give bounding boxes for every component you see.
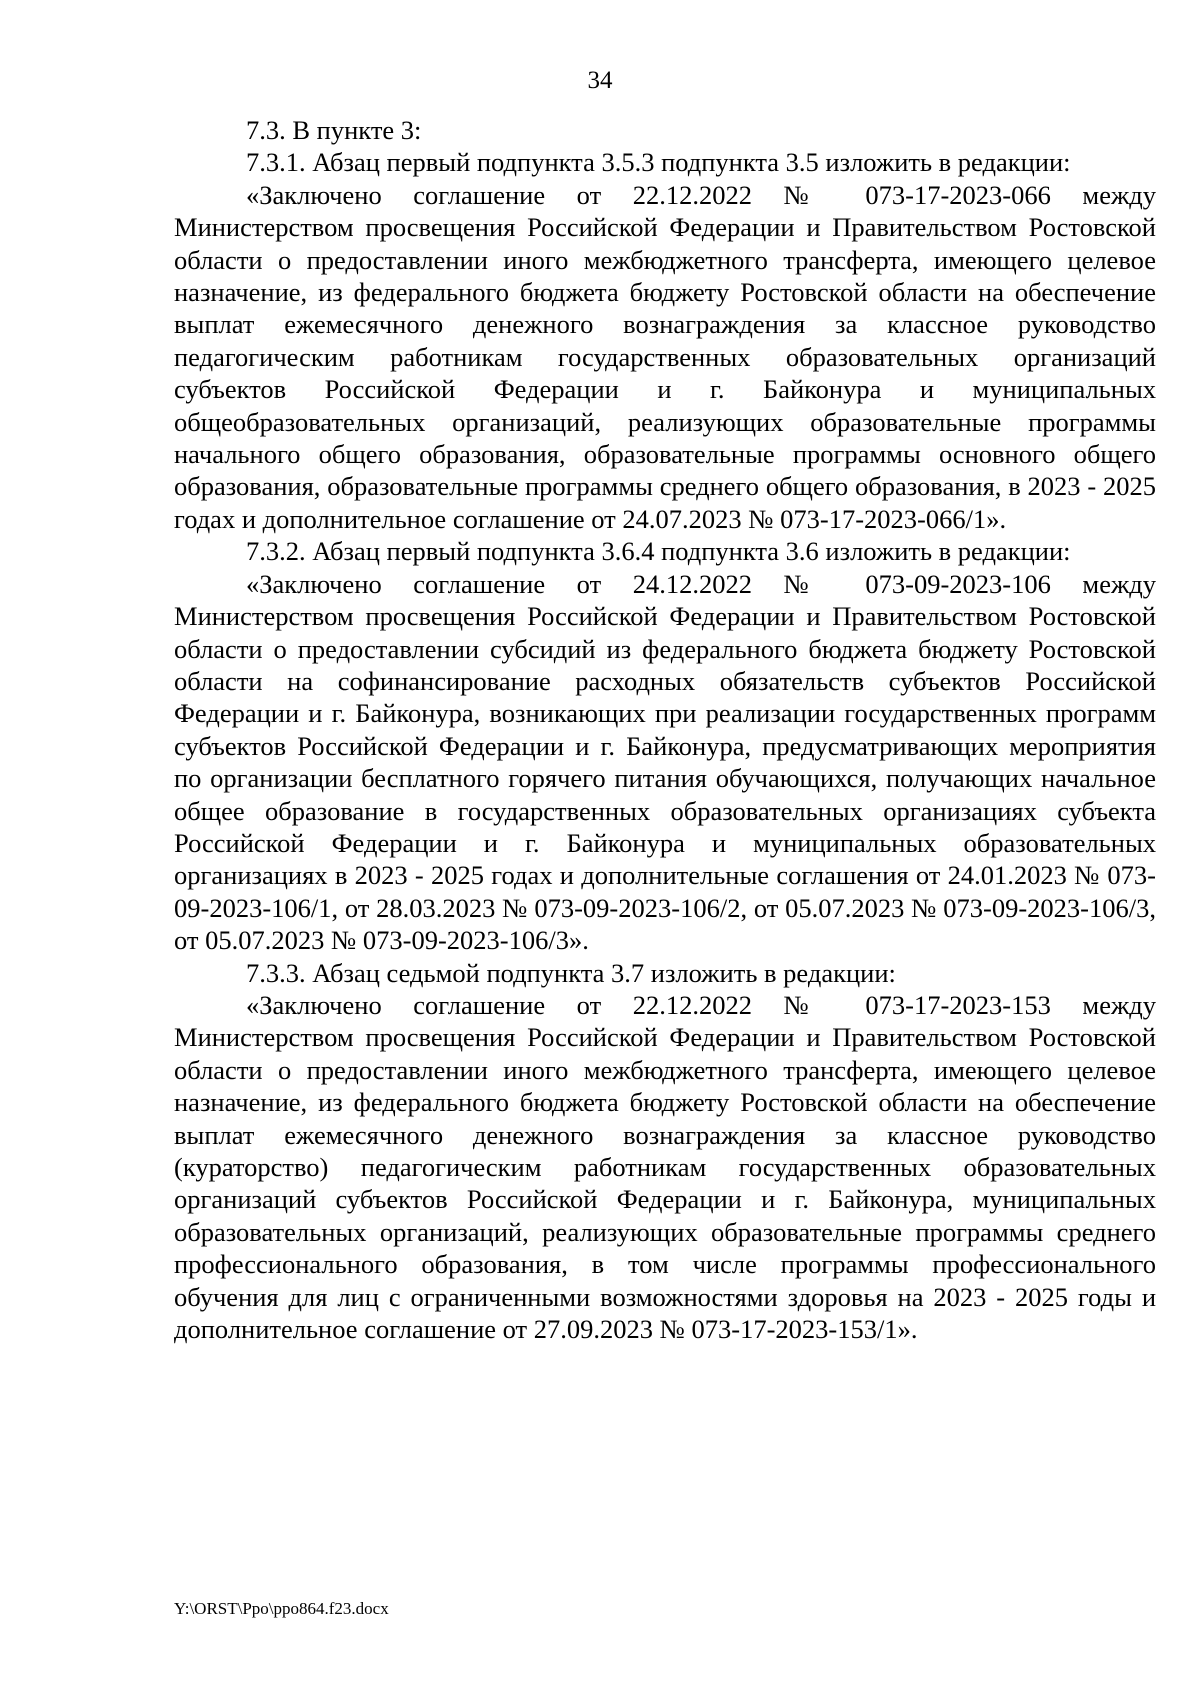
paragraph-7-3: 7.3. В пункте 3:	[246, 115, 422, 145]
paragraph-7-3-3: 7.3.3. Абзац седьмой подпункта 3.7 изложить в редакции:	[246, 957, 896, 988]
page-number: 34	[587, 67, 613, 94]
paragraph-7-3-2: 7.3.2. Абзац первый подпункта 3.6.4 подпункта 3.6 изложить в редакции:	[246, 536, 1071, 567]
paragraph-7-3-1-text: «Заключено соглашение от 22.12.2022 № 073-17-2023-066 между Министерством просвещения Российской Федерации и Правительством Ростовской области о предоставлении иного межбюджетного трансферта, имеющего целевое назначение, из федерального бюджета бюджету Ростовской области на обеспечение выплат ежемесячного денежного вознаграждения за классное руководство педагогическим работникам государственных образовательных организаций субъектов Российской Федерации и г. Байконура и муниципальных общеобразовательных организаций, реализующих образовательные программы начального общего образования, образовательные программы основного общего образования, образовательные программы среднего общего образования, в 2023 - 2025 годах и дополнительное соглашение от 24.07.2023 № 073-17-2023-066/1».	[174, 179, 1156, 534]
paragraph-7-3-1: 7.3.1. Абзац первый подпункта 3.5.3 подпункта 3.5 изложить в редакции:	[246, 147, 1071, 178]
footer-file-path: Y:\ORST\Ppo\ppo864.f23.docx	[174, 1599, 389, 1618]
document-body	[174, 114, 1156, 1345]
paragraph-7-3-3-text: «Заключено соглашение от 22.12.2022 № 073-17-2023-153 между Министерством просвещения Российской Федерации и Правительством Ростовской области о предоставлении иного межбюджетного трансферта, имеющего целевое назначение, из федерального бюджета бюджету Ростовской области на обеспечение выплат ежемесячного денежного вознаграждения за классное руководство (кураторство) педагогическим работникам государственных образовательных организаций субъектов Российской Федерации и г. Байконура, муниципальных образовательных организаций, реализующих образовательные программы среднего профессионального образования, в том числе программы профессионального обучения для лиц с ограниченными возможностями здоровья на 2023 - 2025 годы и дополнительное соглашение от 27.09.2023 № 073-17-2023-153/1».	[174, 989, 1156, 1345]
paragraph-7-3-2-text: «Заключено соглашение от 24.12.2022 № 073-09-2023-106 между Министерством просвещения Российской Федерации и Правительством Ростовской области о предоставлении субсидий из федерального бюджета бюджету Ростовской области на софинансирование расходных обязательств субъектов Российской Федерации и г. Байконура, возникающих при реализации государственных программ субъектов Российской Федерации и г. Байконура, предусматривающих мероприятия по организации бесплатного горячего питания обучающихся, получающих начальное общее образование в государственных образовательных организациях субъекта Российской Федерации и г. Байконура и муниципальных образовательных организациях в 2023 - 2025 годах и дополнительные соглашения от 24.01.2023 № 073-09-2023-106/1, от 28.03.2023 № 073-09-2023-106/2, от 05.07.2023 № 073-09-2023-106/3, от 05.07.2023 № 073-09-2023-106/3».	[174, 568, 1156, 956]
